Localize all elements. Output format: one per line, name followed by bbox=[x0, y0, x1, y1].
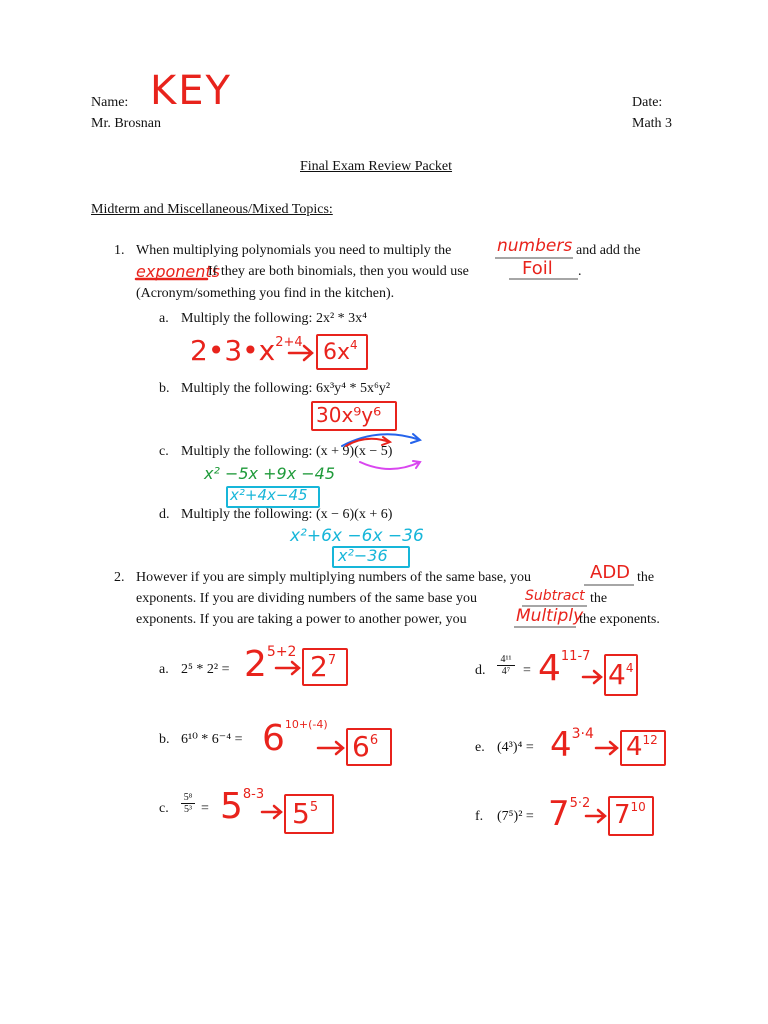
q2-answer-multiply: Multiply bbox=[516, 606, 584, 626]
q1c-text: Multiply the following: (x + 9)(x − 5) bbox=[181, 444, 393, 459]
foil-arcs bbox=[342, 434, 420, 469]
q2-answer-add: ADD bbox=[590, 562, 631, 583]
q2a-label: a. bbox=[159, 662, 169, 677]
q2d-arrow bbox=[583, 671, 601, 683]
q1-line2-end: . bbox=[578, 264, 582, 279]
q2c-denominator: 5³ bbox=[181, 803, 195, 815]
q1a-label: a. bbox=[159, 311, 169, 326]
red-arrows bbox=[136, 279, 617, 822]
foil-arc-inner bbox=[360, 461, 420, 469]
q2b-work: $6^{10+(-4)}$ bbox=[262, 718, 328, 759]
q2d-answer: $4^4$ bbox=[608, 658, 634, 691]
q1-number: 1. bbox=[114, 243, 125, 258]
q2-line2-pre: exponents. If you are dividing numbers of the same base you bbox=[136, 591, 477, 606]
q1-answer-exponents: exponents bbox=[136, 262, 220, 281]
q1-line2-mid: If they are both binomials, then you would use bbox=[208, 264, 469, 279]
q1d-text: Multiply the following: (x − 6)(x + 6) bbox=[181, 507, 393, 522]
q2e-answer: $4^{12}$ bbox=[626, 732, 658, 762]
q1-answer-foil: Foil bbox=[522, 258, 553, 279]
q2a-answer: $2^7$ bbox=[310, 650, 337, 683]
q2f-work: $7^{5\cdot 2}$ bbox=[548, 794, 591, 834]
q2c-equals: = bbox=[201, 801, 209, 816]
q2-line3-post: the exponents. bbox=[579, 612, 660, 627]
q2b-answer: $6^6$ bbox=[352, 730, 379, 763]
section-heading: Midterm and Miscellaneous/Mixed Topics: bbox=[91, 202, 333, 217]
course-name: Math 3 bbox=[632, 116, 673, 131]
q1c-label: c. bbox=[159, 444, 169, 459]
q2c-numerator: 5⁸ bbox=[183, 792, 193, 803]
q1d-work: x²+6x −6x −36 bbox=[290, 526, 424, 546]
q1a-answer: $6x^4$ bbox=[323, 338, 358, 365]
q2e-work: $4^{3\cdot 4}$ bbox=[550, 725, 594, 765]
q2f-arrow bbox=[586, 810, 605, 822]
q2f-text: (7⁵)² = bbox=[497, 809, 534, 824]
q2-line1-pre: However if you are simply multiplying numbers of the same base, you bbox=[136, 570, 532, 585]
q1b-text: Multiply the following: 6x³y⁴ * 5x⁶y² bbox=[181, 381, 391, 396]
q2e-label: e. bbox=[475, 740, 485, 755]
q1-line1-pre: When multiplying polynomials you need to multiply the bbox=[136, 243, 452, 258]
q1-answer-numbers: numbers bbox=[497, 236, 573, 256]
name-label: Name: bbox=[91, 95, 129, 110]
q1a-arrow bbox=[289, 346, 312, 360]
date-label: Date: bbox=[632, 95, 663, 110]
q1c-work: x² −5x +9x −45 bbox=[204, 464, 336, 483]
q1c-answer: x²+4x−45 bbox=[230, 486, 308, 504]
q1b-answer: 30x⁹y⁶ bbox=[316, 403, 382, 427]
q2c-answer: $5^5$ bbox=[292, 797, 319, 830]
q2e-text: (4³)⁴ = bbox=[497, 740, 534, 755]
q2d-work: 4$^{11-7}$ bbox=[538, 648, 591, 689]
q1d-label: d. bbox=[159, 507, 170, 522]
q2-answer-subtract: Subtract bbox=[525, 588, 585, 604]
q2b-text: 6¹⁰ * 6⁻⁴ = bbox=[181, 732, 243, 747]
q2a-arrow bbox=[276, 662, 299, 674]
q1-line1-post: and add the bbox=[576, 243, 641, 258]
q2f-answer: $7^{10}$ bbox=[614, 800, 646, 830]
q2-line2-post: the bbox=[590, 591, 608, 606]
q2c-work: 5$^{8-3}$ bbox=[220, 786, 265, 827]
q2a-work: $2^{5+2}$ bbox=[244, 644, 297, 685]
q2-line3-pre: exponents. If you are taking a power to another power, you bbox=[136, 612, 467, 627]
q2d-equals: = bbox=[523, 663, 531, 678]
page-title: Final Exam Review Packet bbox=[300, 159, 453, 174]
q2d-numerator: 4¹¹ bbox=[500, 654, 512, 665]
q1a-text: Multiply the following: 2x² * 3x⁴ bbox=[181, 311, 368, 326]
q1a-work: $2•3•x^{2+4}$ bbox=[190, 334, 303, 367]
name-answer: KEY bbox=[150, 68, 232, 114]
q2a-text: 2⁵ * 2² = bbox=[181, 662, 230, 677]
q2b-arrow bbox=[318, 742, 343, 754]
blank-lines bbox=[495, 258, 634, 627]
q2b-label: b. bbox=[159, 732, 170, 747]
q2e-arrow bbox=[596, 742, 617, 754]
q2f-label: f. bbox=[475, 809, 484, 824]
q2-number: 2. bbox=[114, 570, 125, 585]
q1d-answer: x²−36 bbox=[338, 546, 388, 565]
teacher-name: Mr. Brosnan bbox=[91, 116, 161, 131]
q2c-label: c. bbox=[159, 801, 169, 816]
q2-line1-post: the bbox=[637, 570, 655, 585]
q1-line3: (Acronym/something you find in the kitchen). bbox=[136, 286, 395, 301]
q2d-denominator: 4⁷ bbox=[497, 665, 515, 677]
q1b-label: b. bbox=[159, 381, 170, 396]
q2c-arrow bbox=[262, 806, 281, 818]
q2d-label: d. bbox=[475, 663, 486, 678]
